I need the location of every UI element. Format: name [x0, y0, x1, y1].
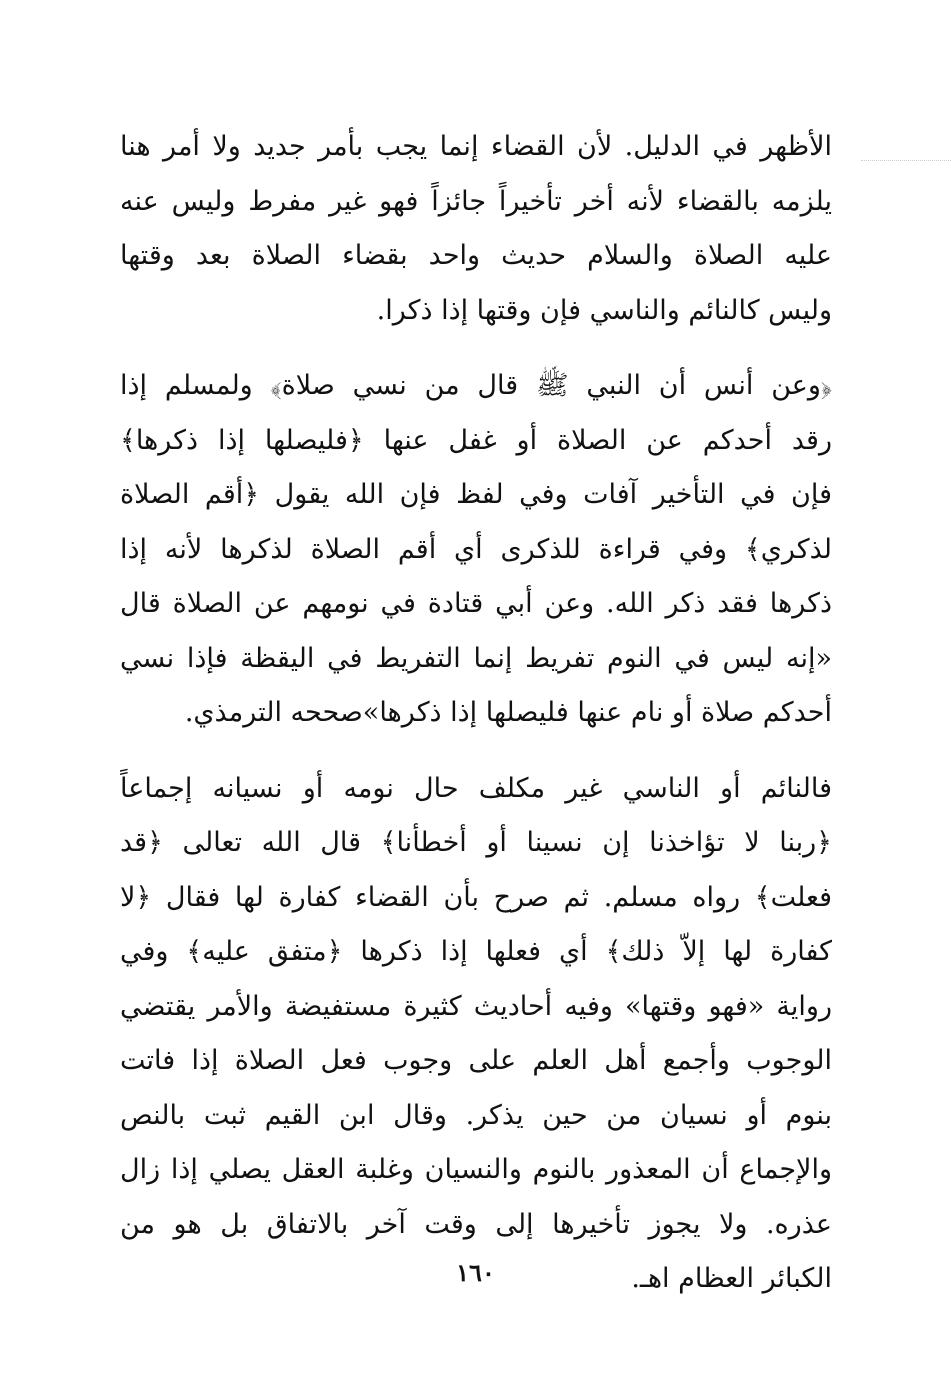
paragraph-3 [120, 762, 832, 1307]
text-line: لذكري﴾ وفي قراءة للذكرى أي أقم الصلاة لذكرها لأنه إذا [120, 533, 832, 565]
page-number: ١٦٠ [456, 1258, 495, 1287]
text-line: رقد أحدكم عن الصلاة أو غفل عنها ﴿فليصلها إذا ذكرها﴾ [120, 424, 832, 456]
text-line: فعلت﴾ رواه مسلم. ثم صرح بأن القضاء كفارة لها فقال ﴿لا [120, 881, 832, 913]
text-line: عليه الصلاة والسلام حديث واحد بقضاء الصلاة بعد وقتها [120, 240, 832, 271]
margin-rule [861, 160, 951, 161]
text-line: الوجوب وأجمع أهل العلم على وجوب فعل الصلاة إذا فاتت [120, 1045, 832, 1076]
paragraph-1 [120, 120, 832, 338]
text-line: رواية «فهو وقتها» وفيه أحاديث كثيرة مستفيضة والأمر يقتضي [120, 990, 832, 1022]
text-line: الأظهر في الدليل. لأن القضاء إنما يجب بأمر جديد ولا أمر هنا [120, 131, 832, 162]
text-line: «إنه ليس في النوم تفريط إنما التفريط في اليقظة فإذا نسي [120, 642, 832, 674]
text-line: أحدكم صلاة أو نام عنها فليصلها إذا ذكرها»صححه الترمذي. [184, 697, 832, 728]
text-line: عذره. ولا يجوز تأخيرها إلى وقت آخر بالاتفاق بل هو من [120, 1208, 832, 1240]
text-line: ﴿ربنا لا تؤاخذنا إن نسينا أو أخطأنا﴾ قال الله تعالى ﴿قد [120, 827, 832, 858]
text-line: كفارة لها إلاّ ذلك﴾ أي فعلها إذا ذكرها ﴿متفق عليه﴾ وفي [120, 936, 832, 967]
text-line: والإجماع أن المعذور بالنوم والنسيان وغلبة العقل يصلي إذا زال [120, 1154, 832, 1185]
text-line: ﴿وعن أنس أن النبي ﷺ قال من نسي صلاة﴾ ولمسلم إذا [120, 370, 832, 401]
text-line: ذكرها فقد ذكر الله. وعن أبي قتادة في نومهم عن الصلاة قال [120, 588, 832, 619]
paragraph-2 [120, 359, 832, 741]
text-line: بنوم أو نسيان من حين يذكر. وقال ابن القيم ثبت بالنص [120, 1099, 832, 1131]
text-line: فإن في التأخير آفات وفي لفظ فإن الله يقول ﴿أقم الصلاة [120, 479, 832, 510]
text-line: وليس كالنائم والناسي فإن وقتها إذا ذكرا. [376, 294, 832, 326]
page-body [120, 120, 832, 1328]
text-line: يلزمه بالقضاء لأنه أخر تأخيراً جائزاً فهو غير مفرط وليس عنه [120, 185, 832, 217]
text-line: فالنائم أو الناسي غير مكلف حال نومه أو نسيانه إجماعاً [120, 772, 832, 804]
text-line: الكبائر العظام اهـ. [631, 1263, 832, 1294]
